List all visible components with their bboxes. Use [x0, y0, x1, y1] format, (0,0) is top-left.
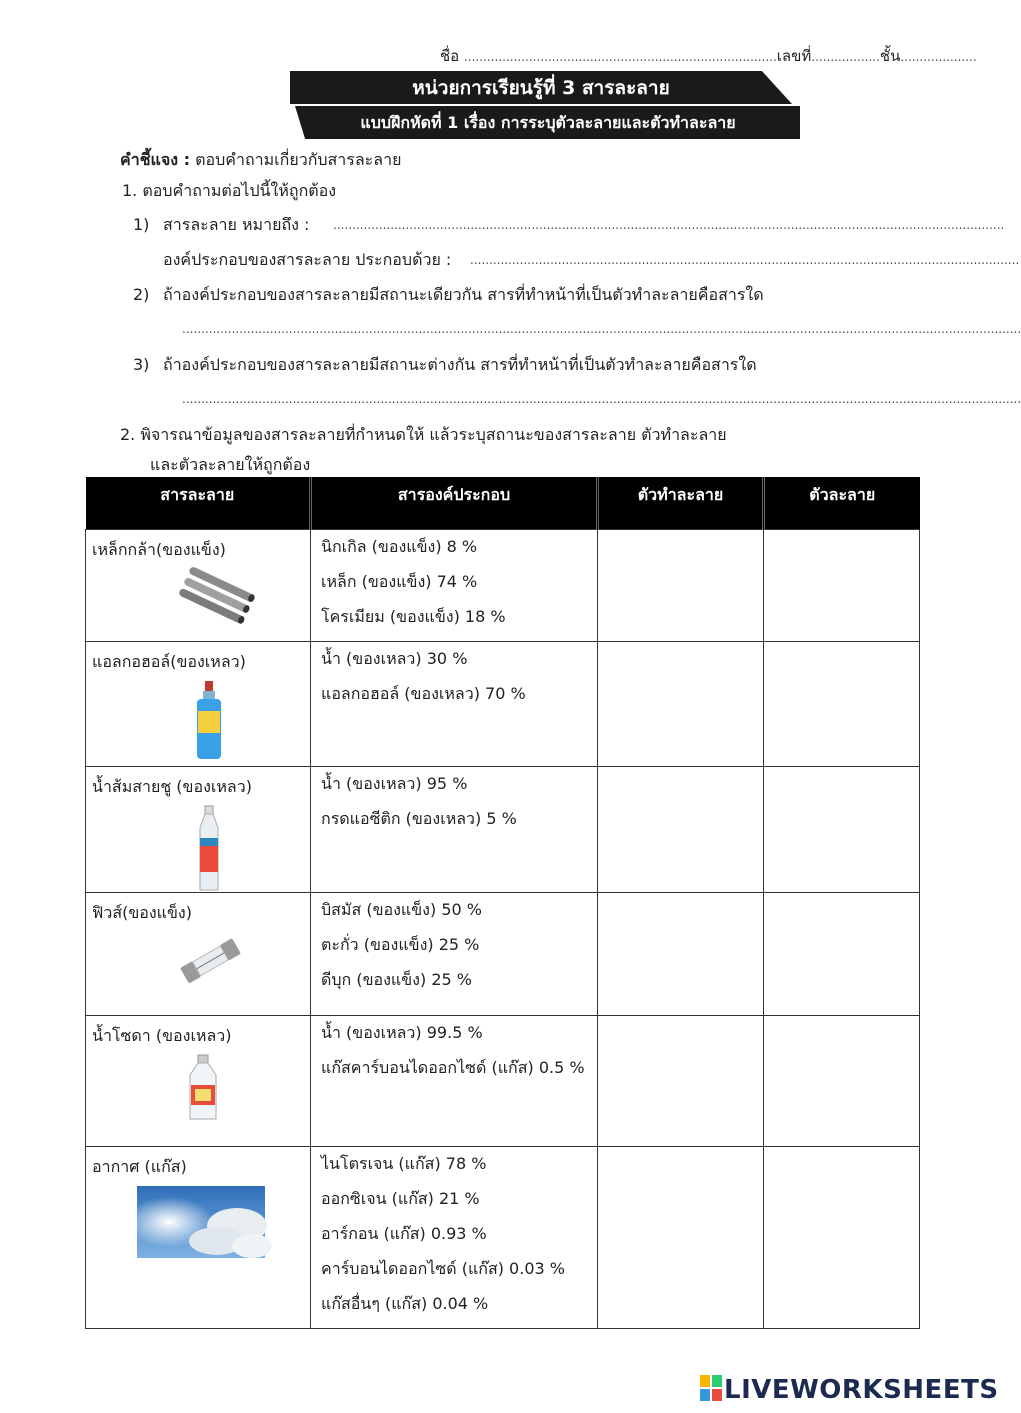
- component-item: คาร์บอนไดออกไซด์ (แก๊ส) 0.03 %: [321, 1259, 565, 1278]
- solution-cell: [86, 893, 311, 1016]
- solution-name: เหล็กกล้า(ของแข็ง): [92, 540, 226, 559]
- solution-name: น้ำโซดา (ของเหลว): [92, 1026, 232, 1045]
- component-item: บิสมัส (ของแข็ง) 50 %: [321, 900, 482, 919]
- solvent-answer-cell[interactable]: [598, 1147, 764, 1329]
- components-cell: [311, 642, 598, 767]
- table-row: [86, 1147, 920, 1329]
- solute-answer-cell[interactable]: [764, 1147, 920, 1329]
- solution-name: ฟิวส์(ของแข็ง): [92, 903, 192, 922]
- q2-text: ถ้าองค์ประกอบของสารละลายมีสถานะเดียวกัน สารที่ทำหน้าที่เป็นตัวทำละลายคือสารใด: [163, 285, 764, 304]
- component-item: อาร์กอน (แก๊ส) 0.93 %: [321, 1224, 487, 1243]
- instructions-text: ตอบคำถามเกี่ยวกับสารละลาย: [195, 150, 402, 169]
- q1b-answer-field[interactable]: ................................................................................................................................................: [470, 253, 1020, 267]
- section1-heading: 1. ตอบคำถามต่อไปนี้ให้ถูกต้อง: [122, 181, 337, 200]
- component-item: น้ำ (ของเหลว) 99.5 %: [321, 1023, 483, 1042]
- unit-title: หน่วยการเรียนรู้ที่ 3 สารละลาย: [412, 77, 670, 99]
- solution-cell: [86, 642, 311, 767]
- student-info-line: [440, 44, 985, 68]
- component-item: แก๊สคาร์บอนไดออกไซด์ (แก๊ส) 0.5 %: [321, 1058, 585, 1077]
- solvent-answer-cell[interactable]: [598, 642, 764, 767]
- liveworksheets-logo-text: LIVEWORKSHEETS: [724, 1375, 999, 1405]
- q1b-text: องค์ประกอบของสารละลาย ประกอบด้วย :: [163, 250, 452, 269]
- table-row: [86, 642, 920, 767]
- soda-bottle-icon: [186, 1055, 220, 1121]
- class-field[interactable]: ....................: [900, 50, 977, 64]
- components-cell: [311, 1147, 598, 1329]
- section2-line1: 2. พิจารณาข้อมูลของสารละลายที่กำหนดให้ แล้วระบุสถานะของสารละลาย ตัวทำละลาย: [120, 425, 727, 444]
- name-label: ชื่อ: [440, 47, 460, 65]
- name-field[interactable]: ..................................................................................: [463, 50, 777, 64]
- q3-answer-field[interactable]: ............................................................................................................................................................................................................................: [182, 392, 1021, 406]
- header-solvent: ตัวทำละลาย: [598, 477, 764, 530]
- sky-clouds-icon: [137, 1186, 265, 1258]
- solution-cell: [86, 1016, 311, 1147]
- vinegar-bottle-icon: [196, 806, 222, 892]
- fuse-icon: [178, 932, 242, 988]
- solutions-table: [85, 477, 920, 1329]
- solute-answer-cell[interactable]: [764, 1016, 920, 1147]
- q1-answer-field[interactable]: ................................................................................................................................................................................: [333, 218, 1005, 232]
- solute-answer-cell[interactable]: [764, 642, 920, 767]
- solution-cell: [86, 530, 311, 642]
- q1-num: 1): [133, 215, 150, 234]
- component-item: น้ำ (ของเหลว) 30 %: [321, 649, 468, 668]
- solvent-answer-cell[interactable]: [598, 1016, 764, 1147]
- number-label: เลขที่: [776, 47, 812, 65]
- q1-text: สารละลาย หมายถึง :: [163, 215, 310, 234]
- section2-line2: และตัวละลายให้ถูกต้อง: [150, 455, 311, 474]
- liveworksheets-logo: [700, 1375, 999, 1405]
- table-row: [86, 530, 920, 642]
- table-row: [86, 893, 920, 1016]
- component-item: ไนโตรเจน (แก๊ส) 78 %: [321, 1154, 487, 1173]
- exercise-title: แบบฝึกหัดที่ 1 เรื่อง การระบุตัวละลายและตัวทำละลาย: [360, 113, 736, 132]
- solvent-answer-cell[interactable]: [598, 767, 764, 893]
- components-cell: [311, 1016, 598, 1147]
- q3-num: 3): [133, 355, 150, 374]
- solution-cell: [86, 767, 311, 893]
- component-item: แอลกอฮอล์ (ของเหลว) 70 %: [321, 684, 526, 703]
- class-label: ชั้น: [879, 47, 901, 65]
- liveworksheets-logo-icon: [700, 1375, 722, 1401]
- component-item: กรดแอซีติก (ของเหลว) 5 %: [321, 809, 517, 828]
- table-header-row: [86, 477, 920, 530]
- component-item: น้ำ (ของเหลว) 95 %: [321, 774, 468, 793]
- component-item: ดีบุก (ของแข็ง) 25 %: [321, 970, 472, 989]
- header-solution: สารละลาย: [86, 477, 311, 530]
- solution-name: แอลกอฮอล์(ของเหลว): [92, 652, 246, 671]
- alcohol-bottle-icon: [194, 681, 224, 761]
- component-item: โครเมียม (ของแข็ง) 18 %: [321, 607, 506, 626]
- component-item: นิกเกิล (ของแข็ง) 8 %: [321, 537, 478, 556]
- q2-answer-field[interactable]: ............................................................................................................................................................................................................................: [182, 322, 1021, 336]
- solute-answer-cell[interactable]: [764, 767, 920, 893]
- header-solute: ตัวละลาย: [764, 477, 920, 530]
- components-cell: [311, 767, 598, 893]
- component-item: ตะกั่ว (ของแข็ง) 25 %: [321, 935, 480, 954]
- number-field[interactable]: ..................: [811, 50, 880, 64]
- solute-answer-cell[interactable]: [764, 893, 920, 1016]
- component-item: เหล็ก (ของแข็ง) 74 %: [321, 572, 478, 591]
- instructions-label: คำชี้แจง :: [120, 150, 191, 169]
- components-cell: [311, 893, 598, 1016]
- header-components: สารองค์ประกอบ: [311, 477, 598, 530]
- solution-name: อากาศ (แก๊ส): [92, 1157, 187, 1176]
- component-item: แก๊สอื่นๆ (แก๊ส) 0.04 %: [321, 1294, 489, 1313]
- solute-answer-cell[interactable]: [764, 530, 920, 642]
- q2-num: 2): [133, 285, 150, 304]
- table-row: [86, 767, 920, 893]
- steel-pipes-icon: [181, 569, 251, 624]
- solvent-answer-cell[interactable]: [598, 893, 764, 1016]
- component-item: ออกซิเจน (แก๊ส) 21 %: [321, 1189, 480, 1208]
- q3-text: ถ้าองค์ประกอบของสารละลายมีสถานะต่างกัน สารที่ทำหน้าที่เป็นตัวทำละลายคือสารใด: [163, 355, 757, 374]
- components-cell: [311, 530, 598, 642]
- table-row: [86, 1016, 920, 1147]
- solution-name: น้ำส้มสายชู (ของเหลว): [92, 777, 252, 796]
- instructions: [120, 150, 401, 170]
- solvent-answer-cell[interactable]: [598, 530, 764, 642]
- solution-cell: [86, 1147, 311, 1329]
